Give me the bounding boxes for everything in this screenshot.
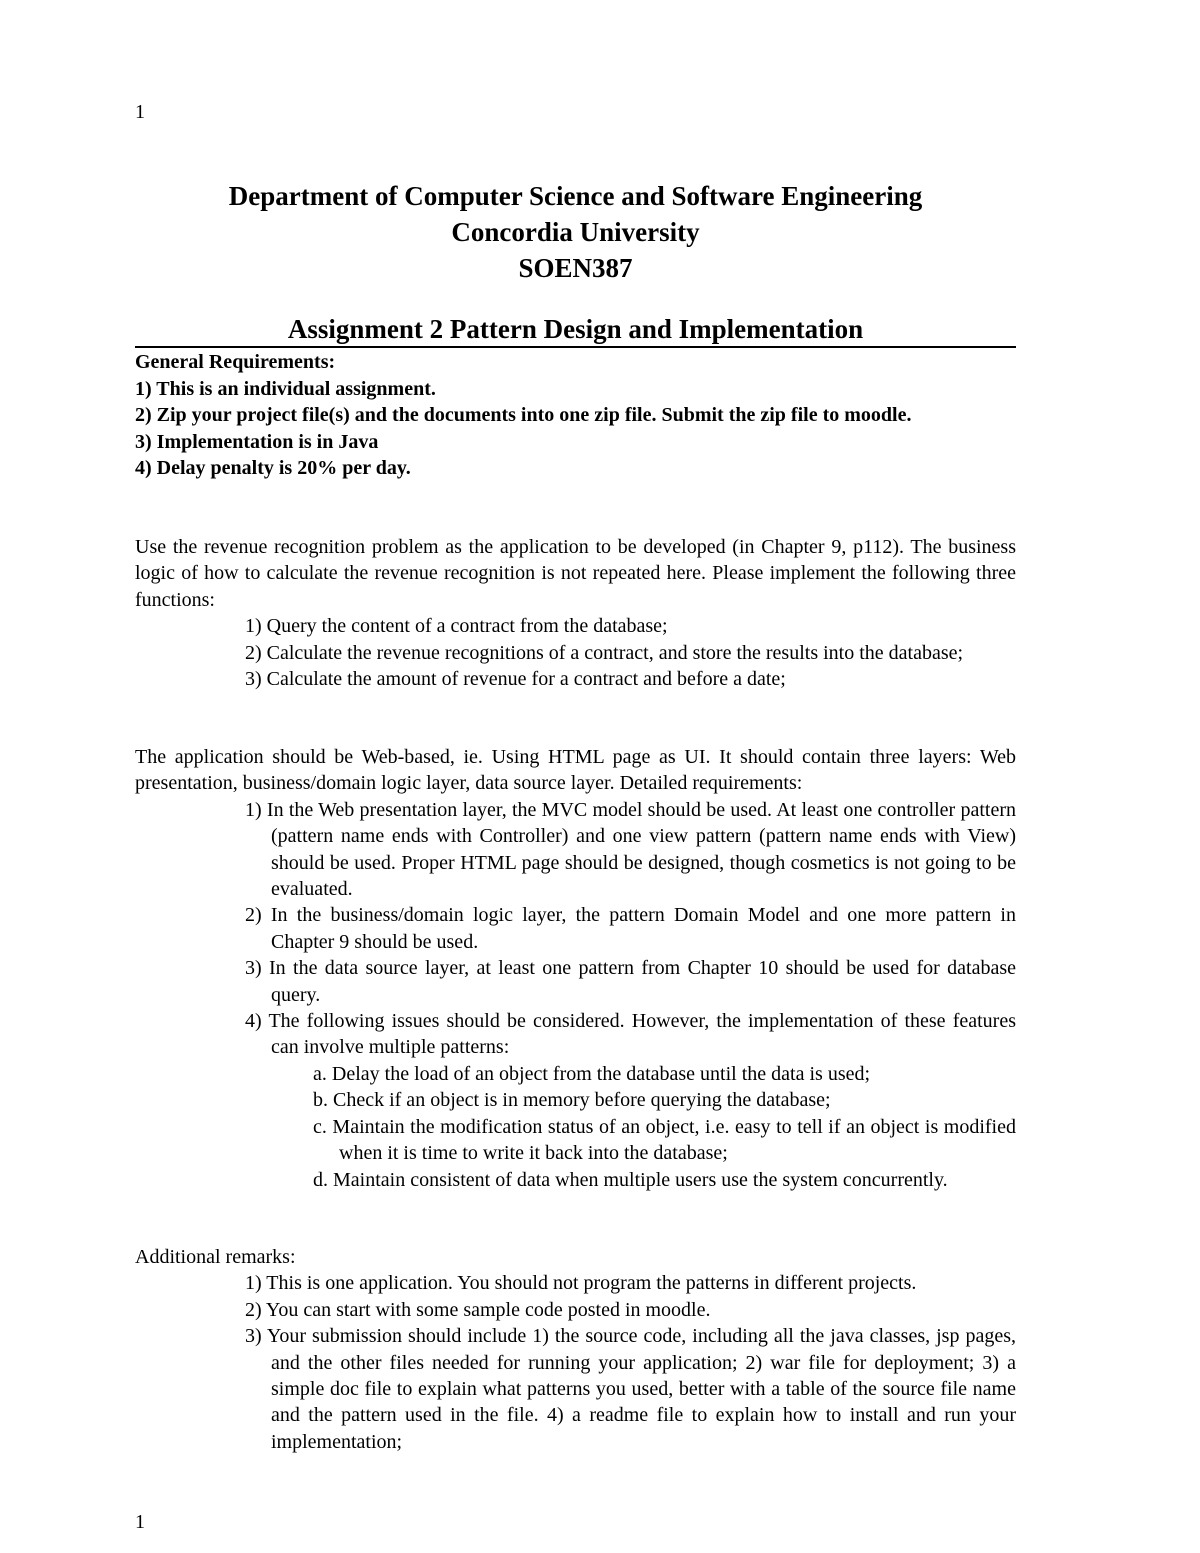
function-item: 3) Calculate the amount of revenue for a contract and before a date; (245, 668, 786, 691)
application-section (135, 744, 1016, 1193)
requirement-item: 4) Delay penalty is 20% per day. (135, 457, 411, 479)
intro-section (135, 534, 1016, 692)
remarks-heading: Additional remarks: (135, 1246, 296, 1268)
requirement-item: 2) Zip your project file(s) and the documents into one zip file. Submit the zip file to moodle. (135, 404, 912, 426)
page-number-top: 1 (135, 101, 145, 123)
issue-sub-item: d. Maintain consistent of data when multiple users use the system concurrently. (313, 1168, 948, 1191)
remarks-list (135, 1270, 1016, 1455)
detailed-requirements-list (135, 797, 1016, 1193)
issue-sub-item: c. Maintain the modification status of an object, i.e. easy to tell if an object is modified when it is time to write it back into the database; (313, 1115, 1016, 1165)
remark-item: 1) This is one application. You should not program the patterns in different projects. (245, 1272, 917, 1295)
department-title: Department of Computer Science and Software Engineering (228, 181, 923, 211)
page-number-bottom: 1 (135, 1511, 145, 1533)
function-list (135, 613, 1016, 692)
application-paragraph: The application should be Web-based, ie. Using HTML page as UI. It should contain three layers: Web presentation, business/domain logic layer, data source layer. Detailed requirements: (135, 746, 1016, 795)
detailed-requirement-item: 1) In the Web presentation layer, the MVC model should be used. At least one controller pattern (pattern name ends with Controller) and one view pattern (pattern name ends with View) should be used. Proper HTML page should be designed, though cosmetics is not going to be evaluated. (245, 798, 1016, 901)
assignment-title: Assignment 2 Pattern Design and Implementation (135, 312, 1016, 348)
function-item: 1) Query the content of a contract from the database; (245, 615, 668, 638)
requirement-item: 3) Implementation is in Java (135, 430, 379, 453)
document-header (135, 178, 1016, 286)
detailed-requirement-item: 3) In the data source layer, at least one pattern from Chapter 10 should be used for database query. (245, 957, 1016, 1006)
detailed-requirement-item: 4) The following issues should be considered. However, the implementation of these features can involve multiple patterns: (245, 1010, 1016, 1059)
general-requirements (135, 349, 1016, 482)
remark-item: 3) Your submission should include 1) the source code, including all the java classes, jsp pages, and the other files needed for running your application; 2) war file for deployment; 3) a simple doc file to explain what patterns you used, better with a table of the source file name and the pattern used in the file. 4) a readme file to explain how to install and run your implementation; (245, 1325, 1016, 1453)
function-item: 2) Calculate the revenue recognitions of a contract, and store the results into the database; (245, 641, 964, 664)
intro-paragraph: Use the revenue recognition problem as the application to be developed (in Chapter 9, p112). The business logic of how to calculate the revenue recognition is not repeated here. Please implement the following three functions: (135, 536, 1016, 611)
remarks-section (135, 1244, 1016, 1455)
issue-sub-item: b. Check if an object is in memory before querying the database; (313, 1089, 831, 1112)
course-code: SOEN387 (518, 253, 633, 283)
remark-item: 2) You can start with some sample code posted in moodle. (245, 1298, 711, 1321)
issue-sub-item: a. Delay the load of an object from the database until the data is used; (313, 1062, 871, 1085)
university-title: Concordia University (451, 217, 700, 247)
detailed-requirement-item: 2) In the business/domain logic layer, the pattern Domain Model and one more pattern in Chapter 9 should be used. (245, 904, 1016, 953)
requirement-item: 1) This is an individual assignment. (135, 377, 436, 400)
general-requirements-heading: General Requirements: (135, 351, 336, 373)
